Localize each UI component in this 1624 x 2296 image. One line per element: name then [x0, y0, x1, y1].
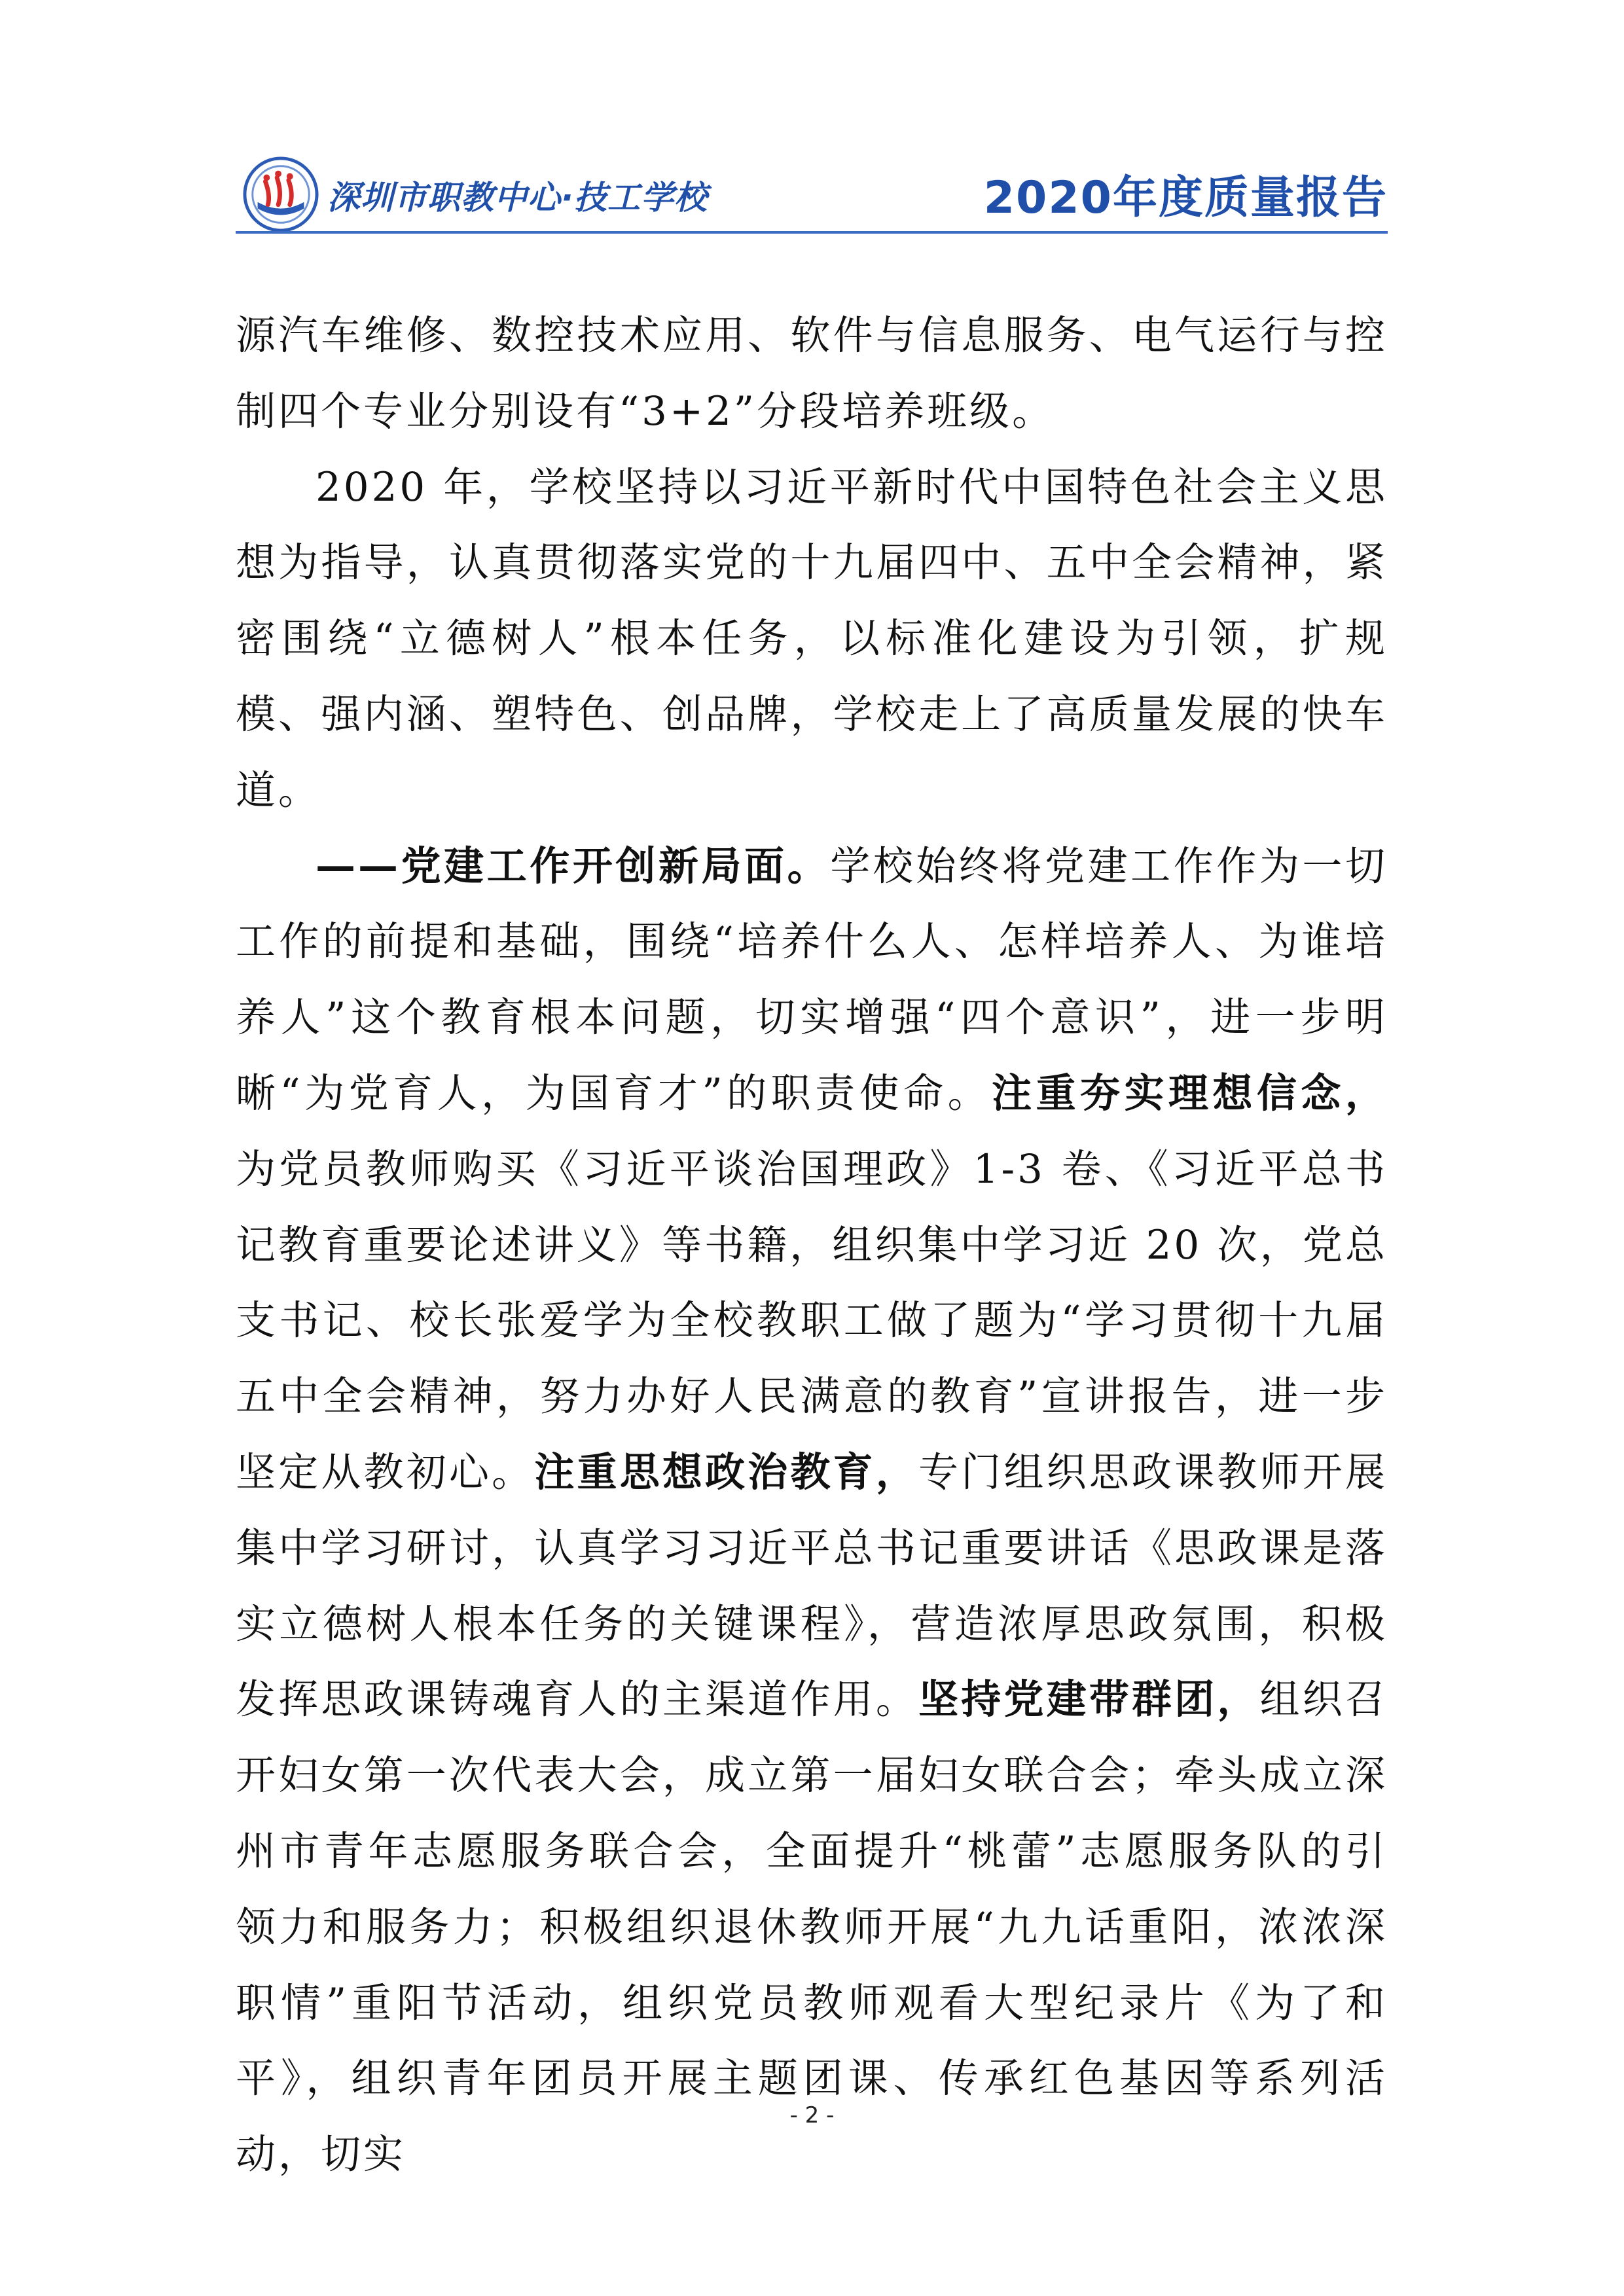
page-header [236, 144, 1388, 236]
paragraph-text: 2020 年，学校坚持以习近平新时代中国特色社会主义思想为指导，认真贯彻落实党的十九届四中、五中全会精神，紧密围绕“立德树人”根本任务，以标准化建设为引领，扩规模、强内涵、塑特色、创品牌，学校走上了高质量发展的快车道。 [236, 463, 1388, 814]
paragraph-text: 为党员教师购买《习近平谈治国理政》1-3 卷、《习近平总书记教育重要论述讲义》等书籍，组织集中学习近 20 次，党总支书记、校长张爱学为全校教职工做了题为“学习贯彻十九届五中全会精神，努力办好人民满意的教育”宣讲报告，进一步坚定从教初心。 [236, 1145, 1388, 1496]
paragraph-text: 学校始终将党建工作作为一切工作的前提和基础，围绕“培养什么人、怎样培养人、为谁培养人”这个教育根本问题，切实增强“四个意识”，进一步明晰“为党育人，为国育才”的职责使命。 [236, 842, 1388, 1117]
page-number: - 2 - [789, 2102, 835, 2128]
report-title: 2020年度质量报告 [983, 172, 1388, 224]
paragraph-text: 源汽车维修、数控技术应用、软件与信息服务、电气运行与控制四个专业分别设有“3+2”分段培养班级。 [236, 312, 1388, 435]
document-body [236, 298, 1388, 2193]
paragraph-text: 组织召开妇女第一次代表大会，成立第一届妇女联合会；牵头成立深州市青年志愿服务联合会，全面提升“桃蕾”志愿服务队的引领力和服务力；积极组织退休教师开展“九九话重阳，浓浓深职情”重阳节活动，组织党员教师观看大型纪录片《为了和平》，组织青年团员开展主题团课、传承红色基因等系列活动，切实 [236, 1676, 1388, 2178]
body-paragraph [236, 450, 1388, 829]
school-name: 深圳市职教中心·技工学校 [327, 179, 708, 217]
body-paragraph [236, 829, 1388, 2193]
bold-heading-text: ——党建工作开创新局面。 [316, 842, 831, 889]
paragraph-text: 专门组织思政课教师开展集中学习研讨，认真学习习近平总书记重要讲话《思政课是落实立德树人根本任务的关键课程》，营造浓厚思政氛围，积极发挥思政课铸魂育人的主渠道作用。 [236, 1448, 1388, 1723]
body-paragraph [236, 298, 1388, 450]
bold-heading-text: 注重思想政治教育， [534, 1448, 919, 1496]
bold-heading-text: 坚持党建带群团， [918, 1676, 1260, 1723]
header-divider [236, 231, 1388, 234]
school-logo-icon [242, 156, 319, 233]
bold-heading-text: 注重夯实理想信念， [992, 1069, 1388, 1117]
